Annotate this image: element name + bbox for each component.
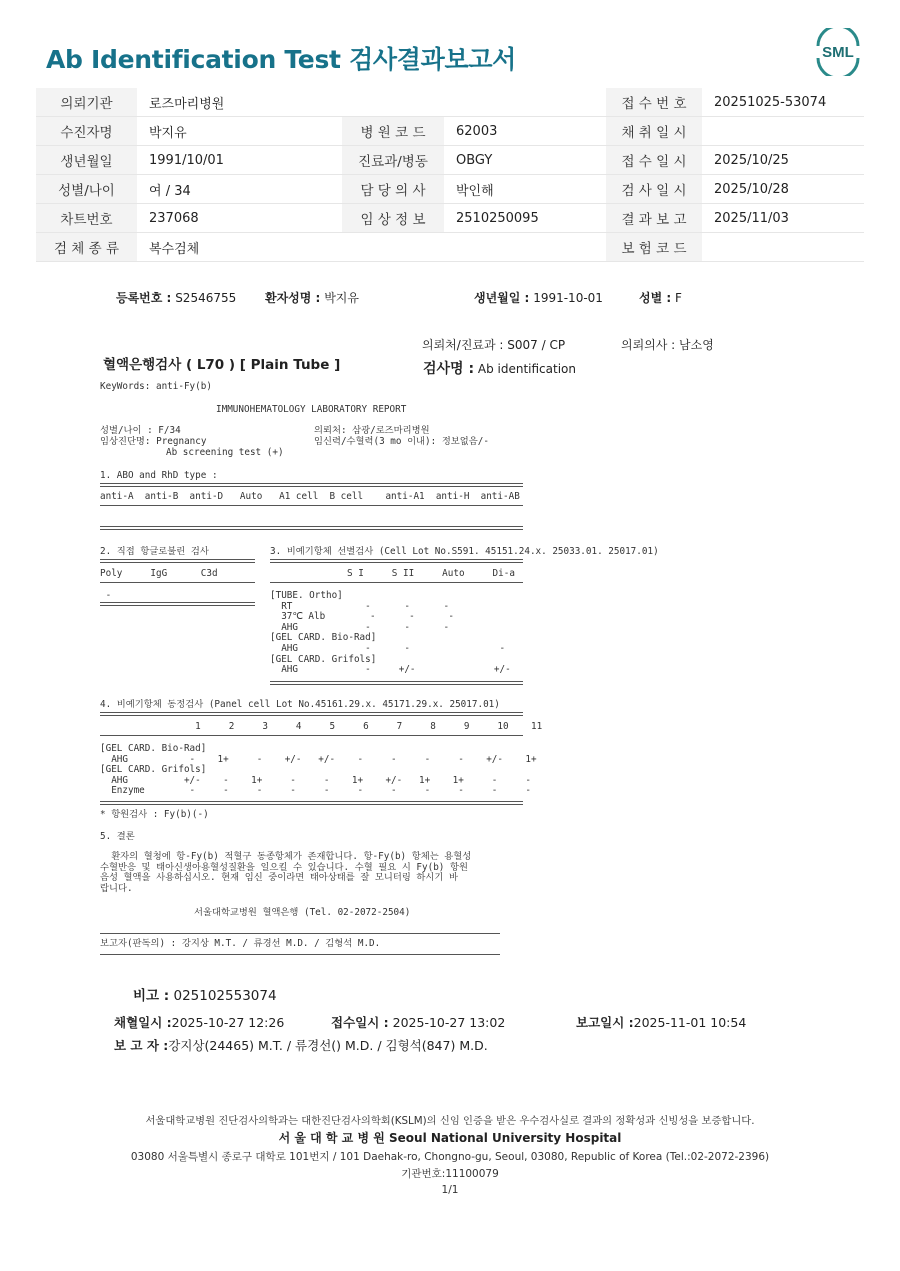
department: 의뢰처/진료과 : S007 / CP: [422, 338, 566, 352]
info-value: 박인해: [444, 175, 606, 204]
divider: [100, 801, 523, 805]
section4-title: 4. 비예기항체 동정검사 (Panel cell Lot No.45161.29.x. 45171.29.x. 25017.01): [100, 699, 500, 710]
info-label: 생년월일: [36, 146, 137, 175]
section2-value: -: [100, 590, 112, 601]
organization-number: 기관번호:11100079: [401, 1168, 499, 1180]
info-label: 접 수 일 시: [606, 146, 702, 175]
info-row: [36, 204, 864, 233]
panel-line: [GEL CARD. Grifols]: [100, 764, 207, 776]
screening-line: [GEL CARD. Bio-Rad]: [270, 632, 377, 644]
divider: [100, 735, 523, 736]
panel-line: [GEL CARD. Bio-Rad]: [100, 743, 207, 754]
info-label: 병 원 코 드: [342, 117, 444, 146]
document-title: Ab Identification Test 검사결과보고서: [46, 45, 517, 74]
info-value: 박지유: [137, 117, 342, 146]
divider: [100, 526, 523, 530]
info-value: 2025/10/25: [702, 146, 864, 175]
receipt-time: 접수일시 : 2025-10-27 13:02: [331, 1015, 506, 1030]
transfusion-history: 임신력/수혈력(3 mo 이내): 정보없음/-: [314, 436, 489, 447]
section3-title: 3. 비예기항체 선별검사 (Cell Lot No.S591. 45151.24.x. 25033.01. 25017.01): [270, 546, 659, 557]
info-label: 성별/나이: [36, 175, 137, 204]
section5-title: 5. 결론: [100, 831, 135, 842]
info-value: [702, 233, 864, 262]
scan-reporter: 보고자(판독의) : 강지상 M.T. / 류경선 M.D. / 김형석 M.D.: [100, 938, 381, 949]
section1-title: 1. ABO and RhD type :: [100, 470, 218, 481]
reporter: 보 고 자 :강지상(24465) M.T. / 류경선() M.D. / 김형석(847) M.D.: [114, 1038, 488, 1053]
screening-line: AHG - - -: [270, 621, 450, 633]
info-row: [36, 117, 864, 146]
divider: [270, 582, 523, 583]
info-row: [36, 146, 864, 175]
diagnosis-detail: Ab screening test (+): [166, 447, 284, 458]
certification-note: 서울대학교병원 진단검사의학과는 대한진단검사의학회(KSLM)의 신임 인증을 받은 우수검사실로 결과의 정확성과 신빙성을 보증합니다.: [145, 1115, 755, 1127]
conclusion-line: 수혈반응 및 태아신생아용혈성질환을 일으킬 수 있습니다. 수혈 필요 시 Fy(b) 항원: [100, 861, 468, 873]
divider: [100, 954, 500, 955]
info-label: 검 사 일 시: [606, 175, 702, 204]
info-label: 수진자명: [36, 117, 137, 146]
info-value: OBGY: [444, 146, 606, 175]
registration-number: 등록번호 : S2546755: [116, 291, 237, 305]
scanned-lab-report: [100, 382, 700, 962]
test-name: 검사명 : Ab identification: [423, 361, 576, 377]
info-label: 차트번호: [36, 204, 137, 233]
page-number: 1/1: [441, 1184, 459, 1196]
logo-text: SML: [822, 44, 854, 61]
screening-line: [TUBE. Ortho]: [270, 590, 343, 601]
info-value: 로즈마리병원: [137, 88, 342, 117]
keywords: KeyWords: anti-Fy(b): [100, 381, 212, 392]
birth-date: 생년월일 : 1991-10-01: [474, 291, 603, 305]
referer: 의뢰처: 삼광/로즈마리병원: [314, 425, 430, 436]
sex-age: 성별/나이 : F/34: [100, 425, 181, 436]
info-value: 여 / 34: [137, 175, 342, 204]
info-label: 보 험 코 드: [606, 233, 702, 262]
info-label: [342, 88, 444, 117]
divider: [100, 483, 523, 487]
screening-line: AHG - +/- +/-: [270, 664, 511, 676]
divider: [100, 712, 523, 716]
section2-header: Poly IgG C3d: [100, 568, 218, 579]
info-value: 2510250095: [444, 204, 606, 233]
panel-line: Enzyme - - - - - - - - - - -: [100, 785, 531, 797]
info-value: 복수검체: [137, 233, 342, 262]
info-value: 1991/10/01: [137, 146, 342, 175]
conclusion-line: 음성 혈액을 사용하십시오. 현재 임신 중이라면 태아상태를 잘 모니터링 하시기 바: [100, 872, 458, 884]
hospital-address: 03080 서울특별시 종로구 대학로 101번지 / 101 Daehak-ro, Chongno-gu, Seoul, 03080, Republic of Korea (Tel.:02-2072-2396): [130, 1151, 770, 1163]
divider: [100, 505, 523, 506]
screening-line: RT - - -: [270, 600, 450, 612]
hospital-name: 서 울 대 학 교 병 원 Seoul National University Hospital: [278, 1131, 622, 1145]
info-row: [36, 233, 864, 262]
divider: [270, 559, 523, 563]
test-title: 혈액은행검사 ( L70 ) [ Plain Tube ]: [103, 357, 341, 373]
info-value: [702, 117, 864, 146]
info-label: 결 과 보 고: [606, 204, 702, 233]
patient-info-table: [36, 88, 864, 262]
divider: [270, 681, 523, 685]
info-row: [36, 88, 864, 117]
info-label: 진료과/병동: [342, 146, 444, 175]
section3-results: [270, 591, 511, 676]
section3-header: S I S II Auto Di-a: [347, 568, 515, 579]
info-label: [342, 233, 444, 262]
section4-results: [100, 744, 537, 797]
sex: 성별 : F: [639, 291, 682, 305]
remark: 비고 : 025102553074: [133, 988, 277, 1004]
info-label: 임 상 정 보: [342, 204, 444, 233]
info-label: 검 체 종 류: [36, 233, 137, 262]
antigen-test: * 항원검사 : Fy(b)(-): [100, 809, 209, 820]
divider: [100, 602, 255, 606]
screening-line: 37℃ Alb - - -: [270, 611, 454, 623]
conclusion-line: 환자의 혈청에 항-Fy(b) 적혈구 동종항체가 존재합니다. 항-Fy(b) 항체는 용혈성: [100, 851, 472, 862]
section4-header: 1 2 3 4 5 6 7 8 9 10 11: [100, 721, 543, 732]
divider: [100, 559, 255, 563]
requesting-doctor: 의뢰의사 : 남소영: [621, 338, 714, 352]
divider: [100, 582, 255, 583]
info-row: [36, 175, 864, 204]
section1-header: anti-A anti-B anti-D Auto A1 cell B cell anti-A1 anti-H anti-AB: [100, 491, 520, 502]
panel-line: AHG - 1+ - +/- +/- - - - - +/- 1+: [100, 753, 537, 765]
conclusion-text: [100, 852, 471, 894]
info-value: [444, 88, 606, 117]
patient-name: 환자성명 : 박지유: [265, 291, 359, 305]
panel-line: AHG +/- - 1+ - - 1+ +/- 1+ 1+ - -: [100, 774, 531, 786]
info-label: 채 취 일 시: [606, 117, 702, 146]
info-value: 62003: [444, 117, 606, 146]
report-title: IMMUNOHEMATOLOGY LABORATORY REPORT: [216, 404, 407, 415]
sml-logo: [812, 28, 864, 76]
screening-line: AHG - - -: [270, 642, 506, 654]
info-value: 2025/10/28: [702, 175, 864, 204]
info-label: 담 당 의 사: [342, 175, 444, 204]
section2-title: 2. 직접 항글로불린 검사: [100, 546, 209, 557]
report-time: 보고일시 :2025-11-01 10:54: [576, 1015, 747, 1030]
collection-time: 채혈일시 :2025-10-27 12:26: [114, 1015, 285, 1030]
info-value: 237068: [137, 204, 342, 233]
info-label: 접 수 번 호: [606, 88, 702, 117]
diagnosis: 임상진단명: Pregnancy: [100, 436, 207, 447]
info-value: 20251025-53074: [702, 88, 864, 117]
info-label: 의뢰기관: [36, 88, 137, 117]
conclusion-line: 랍니다.: [100, 882, 133, 894]
blood-bank-info: 서울대학교병원 혈액은행 (Tel. 02-2072-2504): [194, 907, 411, 918]
info-value: 2025/11/03: [702, 204, 864, 233]
info-value: [444, 233, 606, 262]
screening-line: [GEL CARD. Grifols]: [270, 653, 377, 665]
divider: [100, 933, 500, 934]
